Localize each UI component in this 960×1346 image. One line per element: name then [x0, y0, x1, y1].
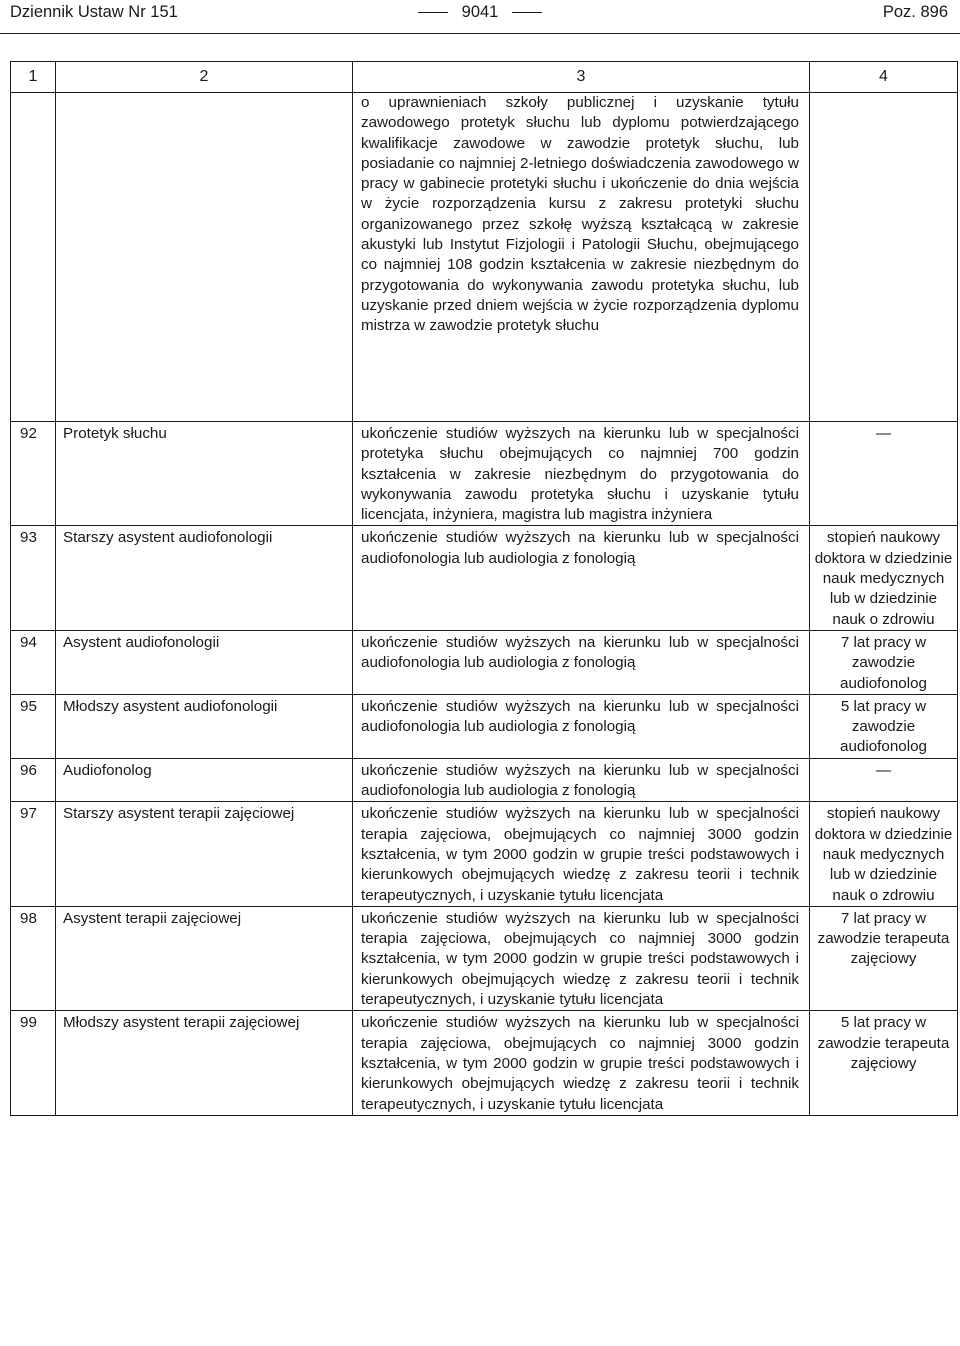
header-rule — [0, 33, 960, 34]
requirement-text: ukończenie studiów wyższych na kierunku lub w specjalności terapia zajęciowa, obejmujących co najmniej 3000 godzin kształcenia, w tym 2000 godzin w grupie treści podstawowych i kierunkowych obejmujących wiedzę z zakresu teorii i technik terapeutycznych, i uzyskanie tytułu licencjata — [353, 1011, 810, 1115]
row-number: 92 — [11, 422, 56, 526]
position-number: Poz. 896 — [882, 3, 948, 21]
experience-text: 7 lat pracy w zawodzie terapeuta zajęciowy — [810, 906, 958, 1010]
qualifications-table — [10, 61, 958, 1116]
row-number: 98 — [11, 906, 56, 1010]
position-name — [56, 93, 353, 422]
experience-text: 5 lat pracy w zawodzie terapeuta zajęciowy — [810, 1011, 958, 1115]
requirement-text: ukończenie studiów wyższych na kierunku lub w specjalności audiofonologia lub audiologia z fonologią — [353, 758, 810, 802]
row-number: 99 — [11, 1011, 56, 1115]
experience-text: stopień naukowy doktora w dziedzinie nauk medycznych lub w dziedzinie nauk o zdrowiu — [810, 526, 958, 630]
page-number-wrap — [0, 0, 960, 24]
table-row — [11, 1011, 958, 1115]
requirement-text: ukończenie studiów wyższych na kierunku lub w specjalności audiofonologia lub audiologia z fonologią — [353, 694, 810, 758]
column-number: 3 — [353, 62, 810, 93]
row-number: 95 — [11, 694, 56, 758]
table-row — [11, 906, 958, 1010]
experience-text: stopień naukowy doktora w dziedzinie nauk medycznych lub w dziedzinie nauk o zdrowiu — [810, 802, 958, 906]
requirement-text: ukończenie studiów wyższych na kierunku lub w specjalności terapia zajęciowa, obejmujących co najmniej 3000 godzin kształcenia, w tym 2000 godzin w grupie treści podstawowych i kierunkowych obejmujących wiedzę z zakresu teorii i technik terapeutycznych, i uzyskanie tytułu licencjata — [353, 802, 810, 906]
column-number: 4 — [810, 62, 958, 93]
column-number: 2 — [56, 62, 353, 93]
experience-text: 7 lat pracy w zawodzie audiofonolog — [810, 630, 958, 694]
experience-text: 5 lat pracy w zawodzie audiofonolog — [810, 694, 958, 758]
row-number: 94 — [11, 630, 56, 694]
column-number-row — [11, 62, 958, 93]
row-number: 97 — [11, 802, 56, 906]
table-row — [11, 694, 958, 758]
position-name: Audiofonolog — [56, 758, 353, 802]
experience-text: — — [810, 758, 958, 802]
requirement-text: ukończenie studiów wyższych na kierunku lub w specjalności audiofonologia lub audiologia z fonologią — [353, 630, 810, 694]
position-name: Starszy asystent audiofonologii — [56, 526, 353, 630]
requirement-text: o uprawnieniach szkoły publicznej i uzyskanie tytułu zawodowego protetyk słuchu lub dyplomu potwierdzającego kwalifikacje zawodowe w zawodzie protetyk słuchu, lub posiadanie co najmniej 2-letniego doświadczenia zawodowego w pracy w gabinecie protetyki słuchu i ukończenie do dnia wejścia w życie rozporządzenia kursu z zakresu protetyki słuchu organizowanego przez szkołę wyższą kształcącą w zakresie akustyki lub Instytut Fizjologii i Patologii Słuchu, obejmującego co najmniej 108 godzin kształcenia w zakresie niezbędnym do przygotowania do wykonywania zawodu protetyka słuchu, lub uzyskanie przed dniem wejścia w życie rozporządzenia dyplomu mistrza w zawodzie protetyk słuchu — [353, 93, 810, 422]
table-row — [11, 526, 958, 630]
requirement-text: ukończenie studiów wyższych na kierunku lub w specjalności protetyka słuchu obejmujących co najmniej 700 godzin kształcenia w zakresie niezbędnym do przygotowania do wykonywania zawodu protetyka słuchu i uzyskanie tytułu licencjata, inżyniera, magistra lub magistra inżyniera — [353, 422, 810, 526]
row-number: 96 — [11, 758, 56, 802]
position-name: Asystent terapii zajęciowej — [56, 906, 353, 1010]
table-row — [11, 758, 958, 802]
continuation-row — [11, 93, 958, 422]
column-number: 1 — [11, 62, 56, 93]
table-row — [11, 630, 958, 694]
experience-text: — — [810, 422, 958, 526]
dash-left — [418, 12, 448, 13]
requirement-text: ukończenie studiów wyższych na kierunku lub w specjalności terapia zajęciowa, obejmujących co najmniej 3000 godzin kształcenia, w tym 2000 godzin w grupie treści podstawowych i kierunkowych obejmujących wiedzę z zakresu teorii i technik terapeutycznych, i uzyskanie tytułu licencjata — [353, 906, 810, 1010]
position-name: Asystent audiofonologii — [56, 630, 353, 694]
page-header — [0, 0, 960, 24]
experience-text — [810, 93, 958, 422]
table-row — [11, 422, 958, 526]
journal-title: Dziennik Ustaw Nr 151 — [10, 3, 178, 21]
position-name: Młodszy asystent terapii zajęciowej — [56, 1011, 353, 1115]
row-number — [11, 93, 56, 422]
position-name: Młodszy asystent audiofonologii — [56, 694, 353, 758]
table-row — [11, 802, 958, 906]
page-number: 9041 — [461, 3, 499, 21]
requirement-text: ukończenie studiów wyższych na kierunku lub w specjalności audiofonologia lub audiologia z fonologią — [353, 526, 810, 630]
position-name: Protetyk słuchu — [56, 422, 353, 526]
row-number: 93 — [11, 526, 56, 630]
position-name: Starszy asystent terapii zajęciowej — [56, 802, 353, 906]
dash-right — [512, 12, 542, 13]
